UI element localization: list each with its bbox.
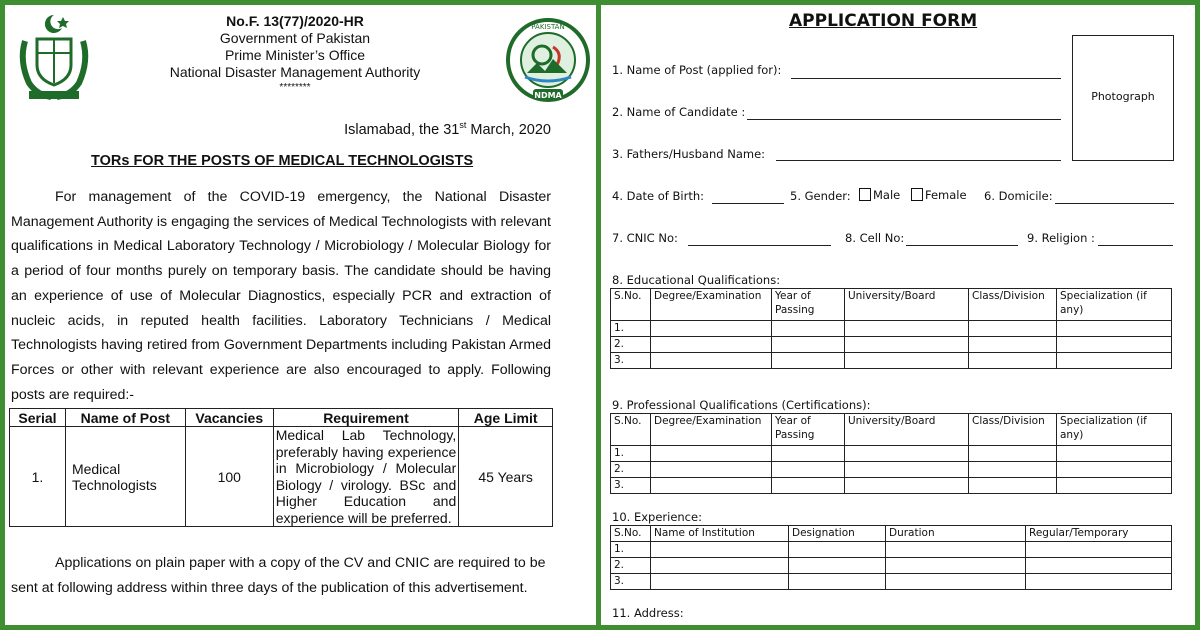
dob-field[interactable] [712,203,784,204]
col-year: Year of Passing [772,289,845,321]
domicile-field[interactable] [1055,203,1174,204]
table-row[interactable]: 3. [611,353,1172,369]
gender-female-option[interactable]: Female [911,188,967,202]
col-specialization: Specialization (if any) [1057,289,1172,321]
label-domicile: 6. Domicile: [984,189,1053,203]
label-father: 3. Fathers/Husband Name: [612,147,766,161]
table-row[interactable]: 1. [611,542,1172,558]
table-row [10,427,553,527]
cell-post: Medical Technologists [65,427,185,527]
col-class: Class/Division [969,289,1057,321]
table-row[interactable]: 1. [611,321,1172,337]
posts-table-header [10,409,553,427]
col-year: Year of Passing [772,414,845,446]
header-serial: Serial [10,409,66,427]
female-checkbox[interactable] [911,188,923,201]
education-header-row [611,289,1172,321]
notice-footer: Applications on plain paper with a copy of the CV and CNIC are required to be sent at following address within three days of the publication of this advertisement. [11,555,546,596]
header-age: Age Limit [459,409,553,427]
cell-field[interactable] [906,245,1018,246]
label-education: 8. Educational Qualifications: [612,273,781,287]
col-class: Class/Division [969,414,1057,446]
religion-field[interactable] [1098,245,1173,246]
application-form-panel [601,5,1195,625]
table-row[interactable]: 2. [611,337,1172,353]
logo-top-text: PAKISTAN [531,23,565,31]
col-sno: S.No. [611,289,651,321]
cell-serial: 1. [10,427,66,527]
col-institution: Name of Institution [651,526,789,542]
label-professional: 9. Professional Qualifications (Certifications): [612,398,871,412]
col-specialization: Specialization (if any) [1057,414,1172,446]
notice-body: For management of the COVID-19 emergency, the National Disaster Management Authority is engaging the services of Medical Technologists with relevant qualifications in Medical Laboratory Technology / Microbiology / Molecular Biology for a period of four months purely on temporary basis. The candidate should be having an experience of use of Molecular Diagnostics, especially PCR and extraction of nucleic acids, in reputed health facilities. Laboratory Technicians / Medical Technologists having retired from Government Departments including Pakistan Armed Forces or other with relevant experience are also encouraged to apply. Following posts are required:- [11,189,551,403]
label-post: 1. Name of Post (applied for): [612,63,782,77]
col-university: University/Board [845,414,969,446]
label-address: 11. Address: [612,606,684,620]
pakistan-emblem-icon [15,11,93,103]
col-regular: Regular/Temporary [1026,526,1172,542]
label-gender: 5. Gender: [790,189,851,203]
cell-age: 45 Years [459,427,553,527]
notice-date: Islamabad, the 31st March, 2020 [344,120,551,138]
col-degree: Degree/Examination [651,414,772,446]
cell-requirement: Medical Lab Technology, preferably having experience in Microbiology / Molecular Biology / virology. BSc and Higher Education and experience will be preferred. [273,427,459,527]
ndma-logo-icon [505,17,591,103]
authority-line: National Disaster Management Authority [169,64,421,80]
tor-notice-panel [5,5,596,625]
male-checkbox[interactable] [859,188,871,201]
logo-bottom-text: NDMA [534,91,562,100]
reference-number: No.F. 13(77)/2020-HR [226,13,364,29]
label-experience: 10. Experience: [612,510,702,524]
experience-header-row [611,526,1172,542]
table-row[interactable]: 2. [611,558,1172,574]
post-field[interactable] [791,78,1061,79]
photograph-label: Photograph [1091,90,1155,103]
table-row[interactable]: 1. [611,446,1172,462]
stars-divider: ******** [279,82,311,93]
col-degree: Degree/Examination [651,289,772,321]
label-cnic: 7. CNIC No: [612,231,678,245]
table-row[interactable]: 3. [611,574,1172,590]
cnic-field[interactable] [688,245,831,246]
father-name-field[interactable] [776,160,1061,161]
label-religion: 9. Religion : [1027,231,1095,245]
education-table [610,288,1172,369]
header-post: Name of Post [65,409,185,427]
office-line: Prime Minister’s Office [224,47,366,63]
experience-table [610,525,1172,590]
col-sno: S.No. [611,414,651,446]
label-dob: 4. Date of Birth: [612,189,704,203]
form-title: APPLICATION FORM [789,11,978,31]
candidate-name-field[interactable] [747,119,1061,120]
professional-table [610,413,1172,494]
col-university: University/Board [845,289,969,321]
header-vacancies: Vacancies [185,409,273,427]
header-requirement: Requirement [273,409,459,427]
photograph-box[interactable] [1072,35,1174,161]
col-sno: S.No. [611,526,651,542]
label-cell: 8. Cell No: [845,231,905,245]
professional-header-row [611,414,1172,446]
government-line: Government of Pakistan [219,30,371,46]
cell-vacancies: 100 [185,427,273,527]
label-candidate: 2. Name of Candidate : [612,105,746,119]
gender-male-option[interactable]: Male [859,188,900,202]
table-row[interactable]: 2. [611,462,1172,478]
table-row[interactable]: 3. [611,478,1172,494]
posts-table [9,408,553,527]
tor-title: TORs FOR THE POSTS OF MEDICAL TECHNOLOGISTS [91,153,474,169]
col-designation: Designation [789,526,886,542]
col-duration: Duration [886,526,1026,542]
